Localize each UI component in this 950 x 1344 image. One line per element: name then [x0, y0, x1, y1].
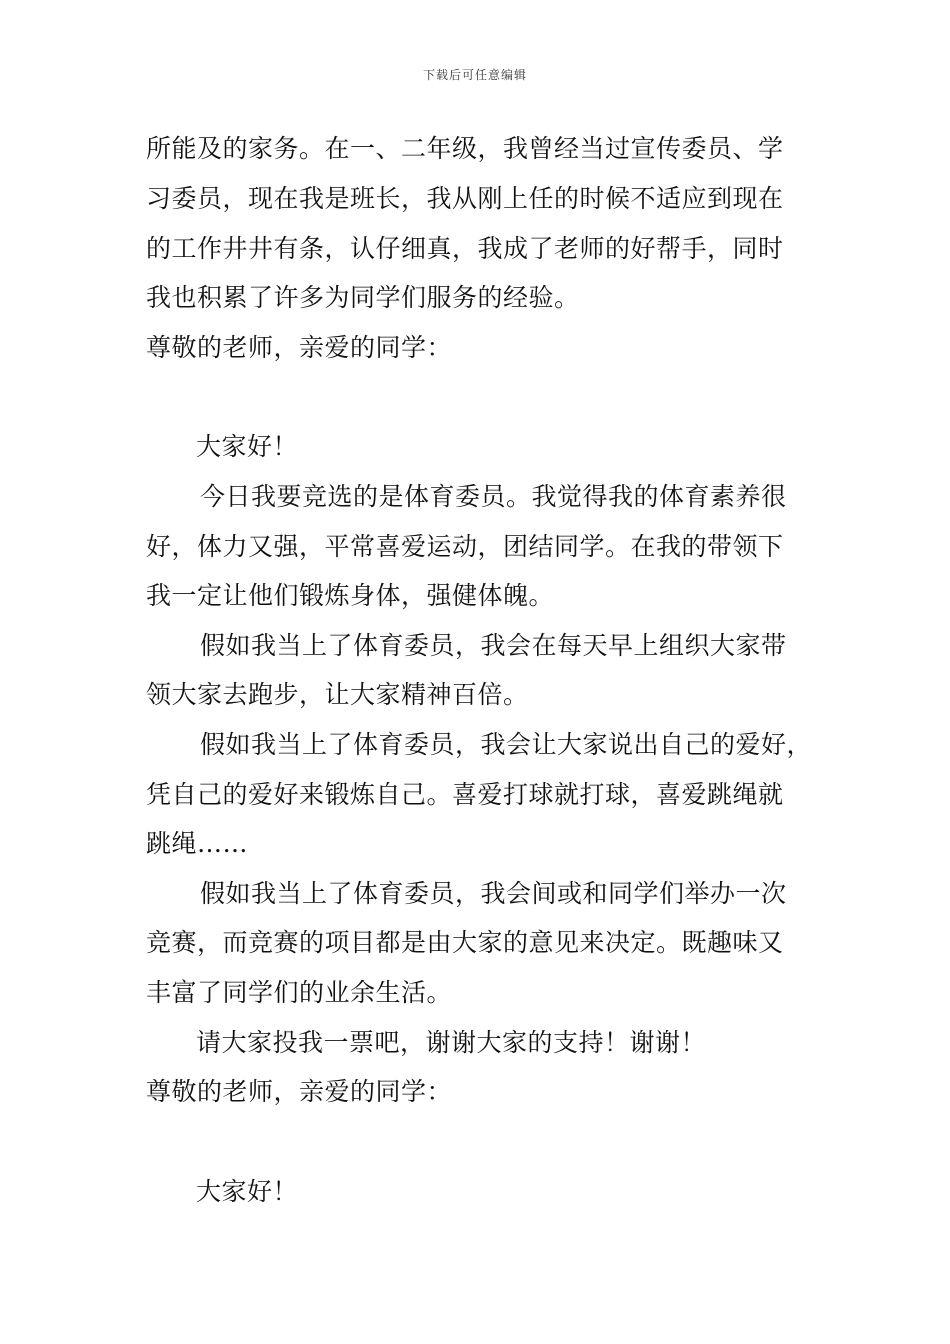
salutation: 尊敬的老师，亲爱的同学：	[146, 333, 453, 362]
text-line: 我也积累了许多为同学们服务的经验。	[146, 283, 580, 312]
page-header: 下载后可任意编辑	[422, 68, 527, 82]
text-line: 假如我当上了体育委员，我会间或和同学们举办一次	[200, 879, 787, 908]
text-line: 凭自己的爱好来锻炼自己。喜爱打球就打球，喜爱跳绳就	[146, 780, 784, 809]
greeting: 大家好！	[196, 1177, 299, 1206]
text-line: 所能及的家务。在一、二年级，我曾经当过宣传委员、学	[146, 134, 784, 163]
text-line: 假如我当上了体育委员，我会在每天早上组织大家带	[200, 631, 787, 660]
text-line: 领大家去跑步，让大家精神百倍。	[146, 680, 529, 709]
text-line: 好，体力又强，平常喜爱运动，团结同学。在我的带领下	[146, 532, 784, 561]
text-line: 我一定让他们锻炼身体，强健体魄。	[146, 581, 555, 610]
text-line: 习委员，现在我是班长，我从刚上任的时候不适应到现在	[146, 184, 784, 213]
salutation: 尊敬的老师，亲爱的同学：	[146, 1077, 453, 1106]
text-line: 丰富了同学们的业余生活。	[146, 978, 453, 1007]
text-line: 跳绳……	[146, 829, 249, 858]
text-line: 今日我要竞选的是体育委员。我觉得我的体育素养很	[200, 482, 787, 511]
text-line: 请大家投我一票吧，谢谢大家的支持！谢谢！	[196, 1028, 707, 1057]
text-line: 假如我当上了体育委员，我会让大家说出自己的爱好，	[200, 730, 813, 759]
greeting: 大家好！	[196, 432, 299, 461]
text-line: 竞赛，而竞赛的项目都是由大家的意见来决定。既趣味又	[146, 928, 784, 957]
text-line: 的工作井井有条，认仔细真，我成了老师的好帮手，同时	[146, 234, 784, 263]
